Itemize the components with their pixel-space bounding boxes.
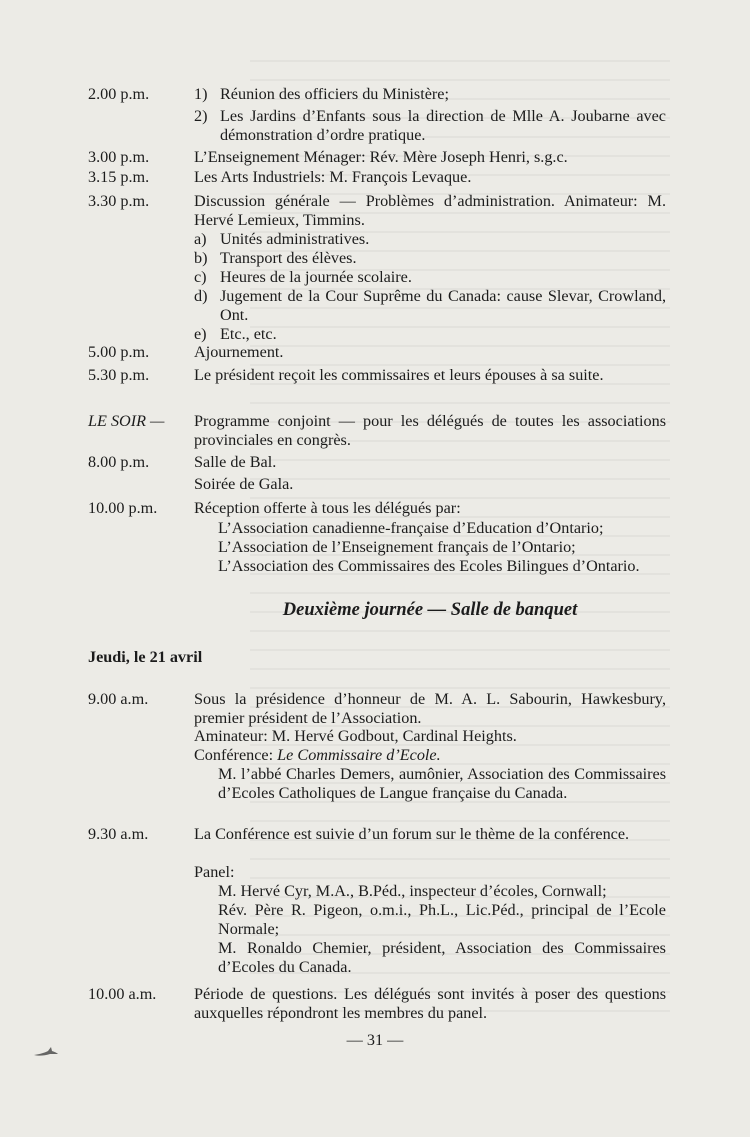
- animator-line: Aminateur: M. Hervé Godbout, Cardinal Heights.: [194, 727, 517, 745]
- panel-label: Panel:: [194, 863, 235, 881]
- entry-time: 9.30 a.m.: [88, 825, 149, 843]
- entry-text: Les Arts Industriels: M. François Levaque.: [194, 168, 472, 186]
- entry-time: 3.30 p.m.: [88, 192, 150, 210]
- entry-time: 10.00 p.m.: [88, 499, 158, 517]
- panel-member: Rév. Père R. Pigeon, o.m.i., Ph.L., Lic.Péd., principal de l’Ecole Normale;: [218, 901, 666, 938]
- day-heading: Jeudi, le 21 avril: [88, 648, 203, 666]
- entry-text: Discussion générale — Problèmes d’administration. Animateur: M. Hervé Lemieux, Timmins.: [194, 192, 666, 229]
- entry-text: Sous la présidence d’honneur de M. A. L. Sabourin, Hawkesbury, premier président de l’Association.: [194, 690, 666, 727]
- entry-time: 8.00 p.m.: [88, 453, 150, 471]
- entry-text: Salle de Bal.: [194, 453, 277, 471]
- entry-text: Période de questions. Les délégués sont invités à poser des questions auxquelles répondront les membres du panel.: [194, 985, 666, 1022]
- panel-member: M. Ronaldo Chemier, président, Association des Commissaires d’Ecoles du Canada.: [218, 939, 666, 976]
- entry-time: 2.00 p.m.: [88, 85, 150, 103]
- entry-text: Réception offerte à tous les délégués par:: [194, 499, 461, 517]
- document-page: 2.00 p.m. 1) Réunion des officiers du Ministère; 2) Les Jardins d’Enfants sous la direction de Mlle A. Joubarne avec démonstration d’ordre pratique. 3.00 p.m. L’Enseignement Ménager: Rév. Mère Joseph Henri, s.g.c. 3.15 p.m. Les Arts Industriels: M. François Levaque. 3.30 p.m. Discussion générale — Problèmes d’administration. Animateur: M. Hervé Lemieux, Timmins. a) Unités administratives. b) Transport des élèves. c) Heures de la journée scolaire. d) Jugement de la Cour Suprême du Canada: cause Slevar, Crowland, Ont. e) Etc., etc. 5.00 p.m. Ajournement. 5.30 p.m. Le président reçoit les commissaires et leurs épouses à sa suite. LE SOIR — Programme conjoint — pour les délégués de toutes les associations provinciales en congrès. 8.00 p.m. Salle de Bal. Soirée de Gala. 10.00 p.m. Réception offerte à tous les délégués par: L’Association canadienne-française d’Education d’Ontario; L’Association de l’Enseignement français de l’Ontario; L’Association des Commissaires des Ecoles Bilingues d’Ontario. Deuxième journée — Salle de banquet Jeudi, le 21 avril 9.00 a.m. Sous la présidence d’honneur de M. A. L. Sabourin, Hawkesbury, premier président de l’Association. Aminateur: M. Hervé Godbout, Cardinal Heights. Conférence: Le Commissaire d’Ecole. M. l’abbé Charles Demers, aumônier, Association des Commissaires d’Ecoles Catholiques de Langue française du Canada. 9.30 a.m. La Conférence est suivie d’un forum sur le thème de la conférence. Panel: M. Hervé Cyr, M.A., B.Péd., inspecteur d’écoles, Cornwall; Rév. Père R. Pigeon, o.m.i., Ph.L., Lic.Péd., principal de l’Ecole Normale; M. Ronaldo Chemier, président, Association des Commissaires d’Ecoles du Canada. 10.00 a.m. Période de questions. Les délégués sont invités à poser des questions auxquelles répondront les membres du panel. — 31 —: [0, 0, 750, 1137]
- entry-text: Soirée de Gala.: [194, 475, 294, 493]
- association-line: L’Association de l’Enseignement français de l’Ontario;: [218, 538, 576, 556]
- speaker-line: M. l’abbé Charles Demers, aumônier, Association des Commissaires d’Ecoles Catholiques de Langue française du Canada.: [218, 765, 666, 802]
- section-title: Deuxième journée — Salle de banquet: [282, 600, 578, 620]
- ink-smudge-icon: [32, 1045, 60, 1059]
- page-number: — 31 —: [346, 1031, 404, 1049]
- entry-text: Ajournement.: [194, 343, 284, 361]
- entry-time: 3.00 p.m.: [88, 148, 150, 166]
- association-line: L’Association canadienne-française d’Education d’Ontario;: [218, 519, 604, 537]
- entry-text: Programme conjoint — pour les délégués de toutes les associations provinciales en congrès.: [194, 412, 666, 449]
- entry-text: La Conférence est suivie d’un forum sur le thème de la conférence.: [194, 825, 630, 843]
- entry-time: 10.00 a.m.: [88, 985, 157, 1003]
- conference-line: Conférence: Le Commissaire d’Ecole.: [194, 746, 441, 764]
- entry-text: L’Enseignement Ménager: Rév. Mère Joseph Henri, s.g.c.: [194, 148, 568, 166]
- entry-text: Le président reçoit les commissaires et leurs épouses à sa suite.: [194, 366, 604, 384]
- conference-title: Le Commissaire d’Ecole.: [277, 746, 441, 764]
- entry-time: 9.00 a.m.: [88, 690, 149, 708]
- entry-time: 3.15 p.m.: [88, 168, 150, 186]
- panel-member: M. Hervé Cyr, M.A., B.Péd., inspecteur d’écoles, Cornwall;: [218, 882, 607, 900]
- entry-time: LE SOIR —: [88, 412, 165, 430]
- association-line: L’Association des Commissaires des Ecoles Bilingues d’Ontario.: [218, 557, 640, 575]
- entry-time: 5.00 p.m.: [88, 343, 150, 361]
- entry-time: 5.30 p.m.: [88, 366, 150, 384]
